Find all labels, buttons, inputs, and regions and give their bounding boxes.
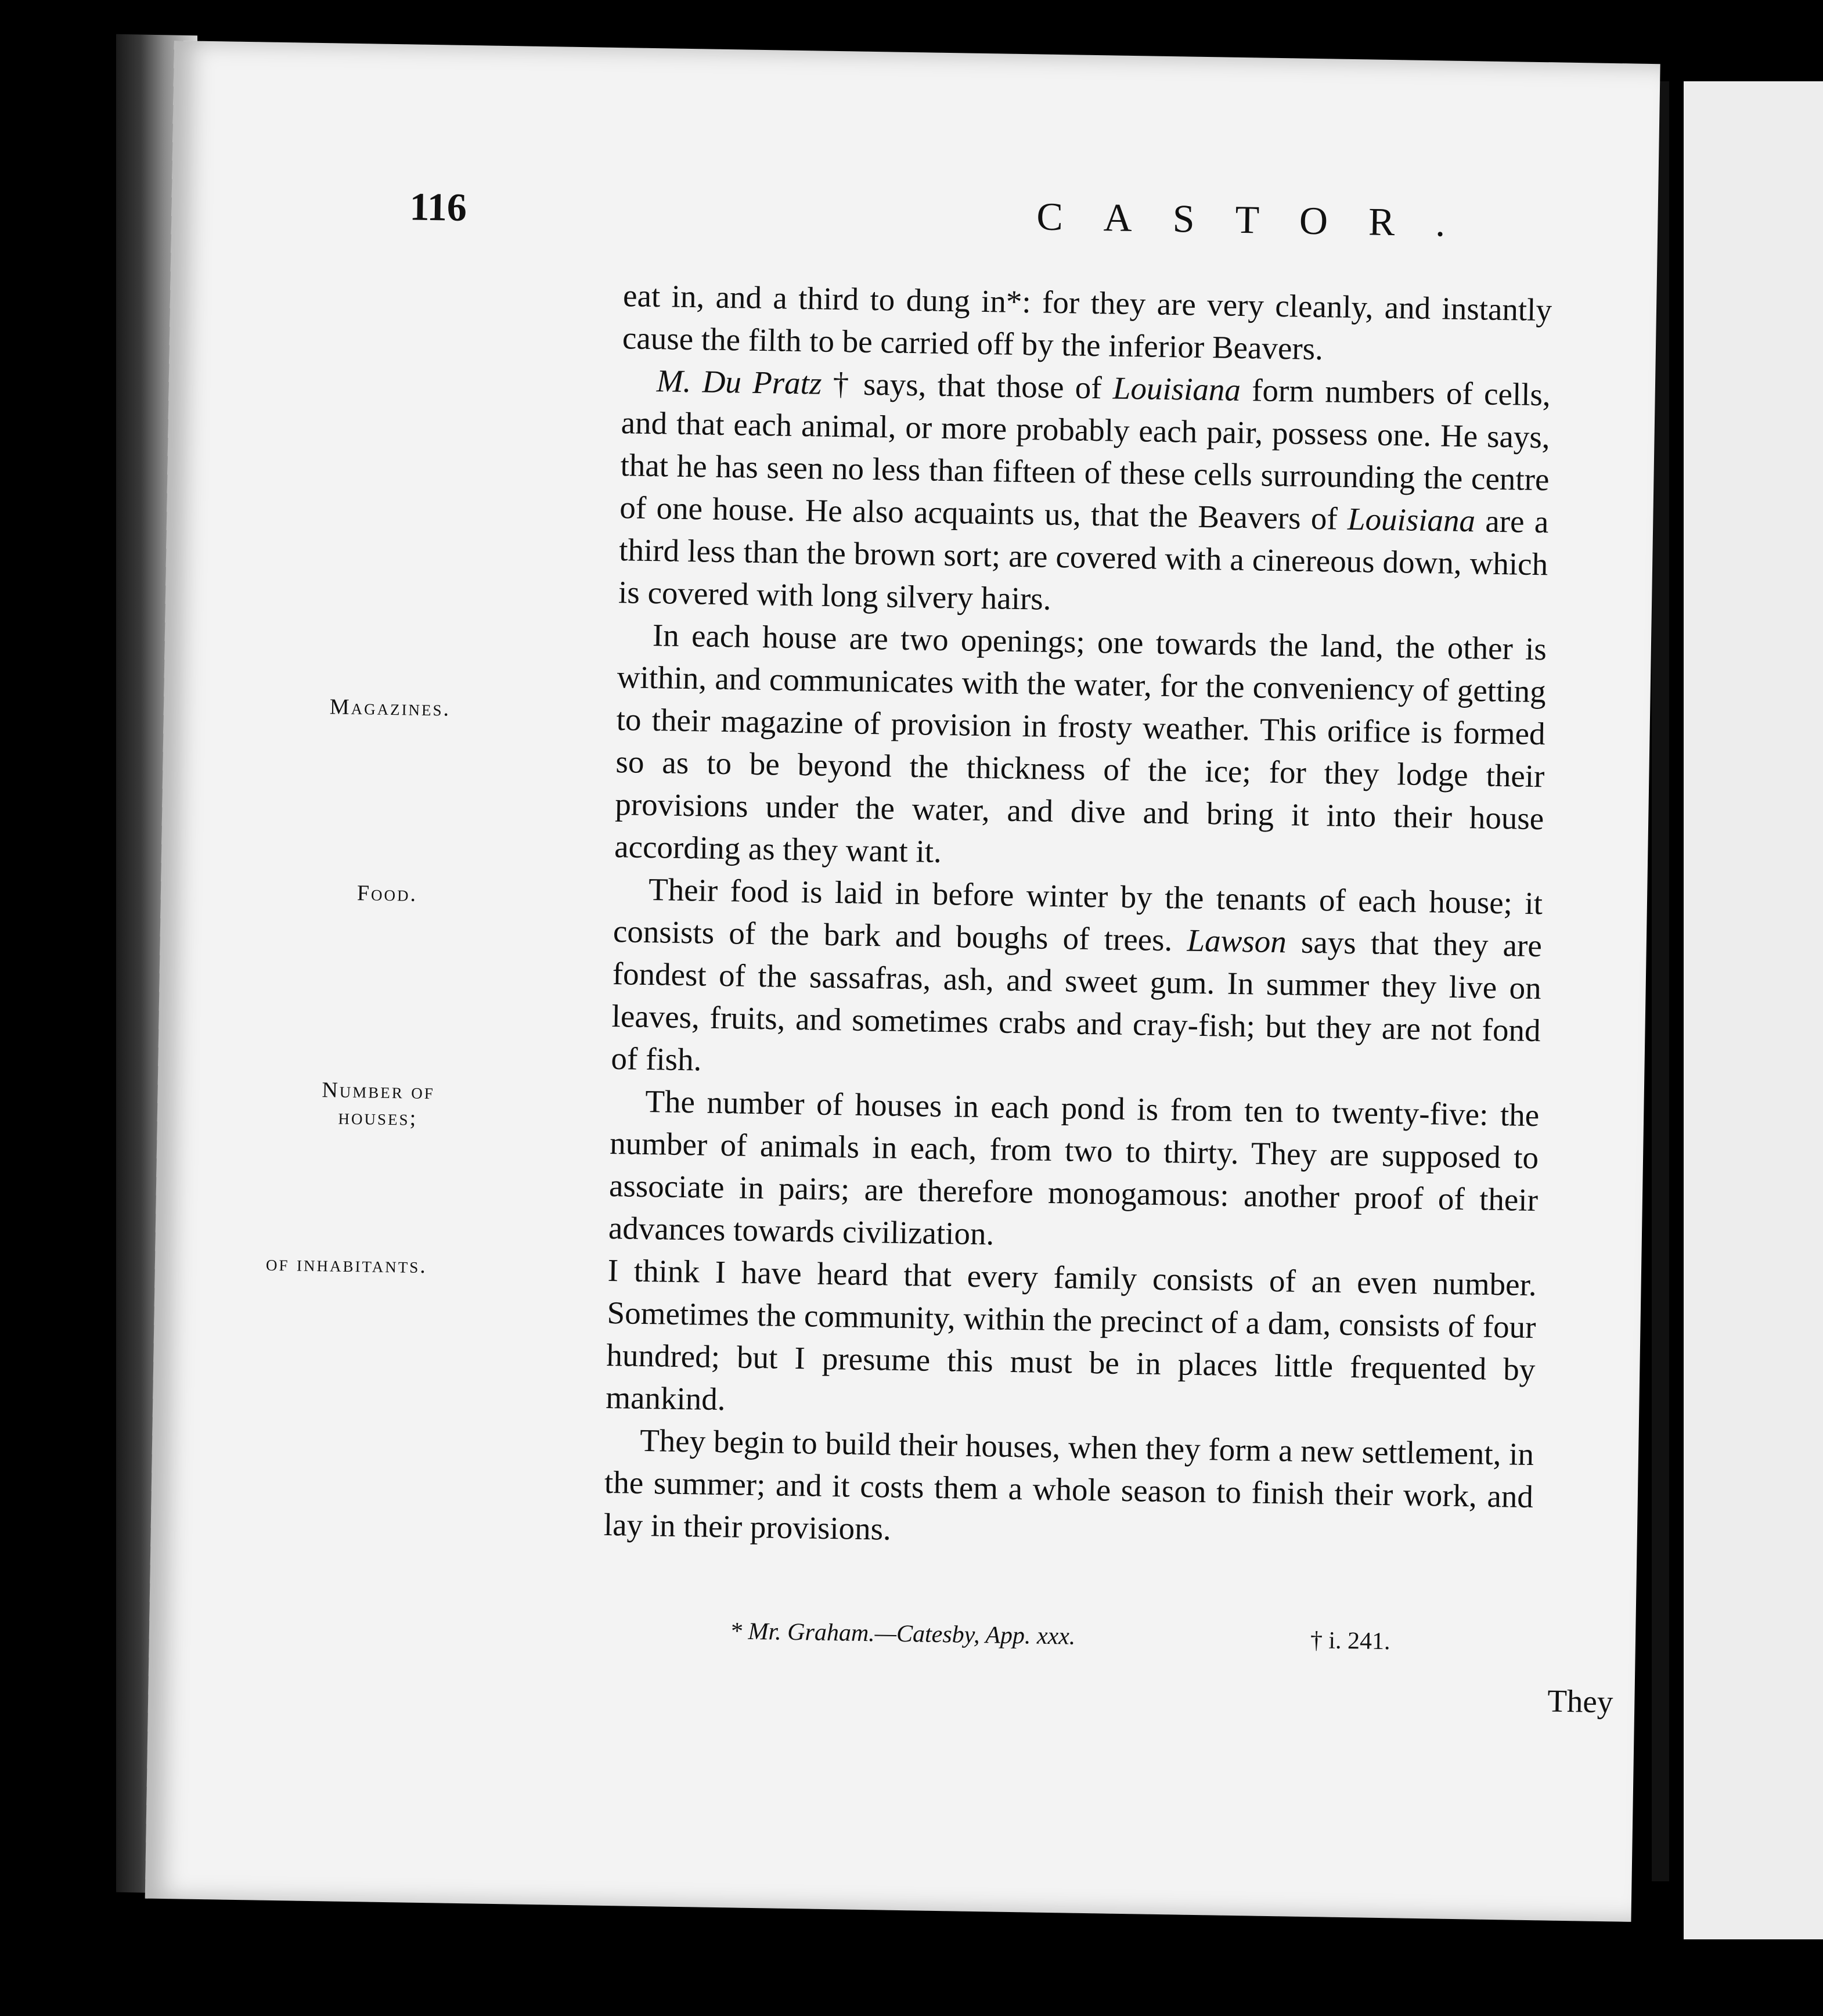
paragraph-3: In each house are two openings; one towards the land, the other is within, and communicates with the water, for the conveniency of getting to their magazine of provision in frosty weather. This orifice is formed so as to be beyond the thickness of the ice; for they lodge their provisions under the water, and dive and bring it into their house according as they want it. (614, 617, 1547, 869)
paragraph-4-text-a: Their food is laid in before winter by the tenants of each house; it consists of the bark and boughs of trees. (613, 872, 1543, 958)
sidenote-number-of-houses-line2: houses; (338, 1104, 418, 1131)
footnote-1: * Mr. Graham.—Catesby, App. xxx. (729, 1618, 1076, 1650)
sidenote-magazines: Magazines. (329, 694, 451, 721)
author-name: M. Du Pratz (656, 363, 822, 401)
paragraph-1: eat in, and a third to dung in*: for they are very cleanly, and instantly cause the filth to be carried off by the inferior Beavers. (622, 278, 1552, 367)
book-page (145, 41, 1660, 1922)
paragraph-2-text-c: are a third less than the brown sort; are covered with a cinereous down, which is covered with long silvery hairs. (618, 503, 1549, 617)
sidenote-number-of-houses (256, 1075, 500, 1133)
sidenote-number-of-houses-line1: Number of (322, 1078, 435, 1104)
body-text (603, 274, 1552, 1560)
place-name: Louisiana (1347, 501, 1476, 539)
footnote-2: † i. 241. (1310, 1627, 1390, 1655)
paragraph-4 (611, 867, 1543, 1094)
sidenote-of-inhabitants: of inhabitants. (265, 1251, 428, 1279)
paragraph-7: They begin to build their houses, when they form a new settlement, in the summer; and it costs them a whole season to finish their work, and lay in their provisions. (603, 1422, 1534, 1547)
paragraph-6: I think I have heard that every family consists of an even number. Sometimes the community, within the precinct of a dam, consists of four hundred; but I presume this must be in places little frequented by mankind. (605, 1252, 1537, 1417)
author-name: Lawson (1187, 922, 1287, 960)
paragraph-5: The number of houses in each pond is from ten to twenty-five: the number of animals in each, from two to thirty. They are supposed to associate in pairs; are therefore monogamous: another proof of their advances towards civilization. (608, 1083, 1540, 1252)
facing-page (1684, 81, 1823, 1939)
place-name: Louisiana (1112, 370, 1241, 408)
catchword: They (1547, 1683, 1613, 1720)
paragraph-2 (618, 359, 1551, 628)
paragraph-2-text-b: form numbers of cells, and that each animal, or more probably each pair, possess one. He says, that he has seen no less than fifteen of these cells surrounding the centre of one house. He also acquaints us, that the Beavers of (619, 372, 1551, 537)
sidenote-food: Food. (356, 881, 418, 906)
paragraph-4-text-b: says that they are fondest of the sassafras, ash, and sweet gum. In summer they live on leaves, fruits, and sometimes crabs and cray-fish; but they are not fond of fish. (611, 924, 1543, 1078)
paragraph-2-text-a: † says, that those of (821, 365, 1114, 406)
footnotes (729, 1617, 1485, 1655)
running-head: CASTOR. (1036, 194, 1486, 246)
page-number: 116 (409, 184, 467, 229)
